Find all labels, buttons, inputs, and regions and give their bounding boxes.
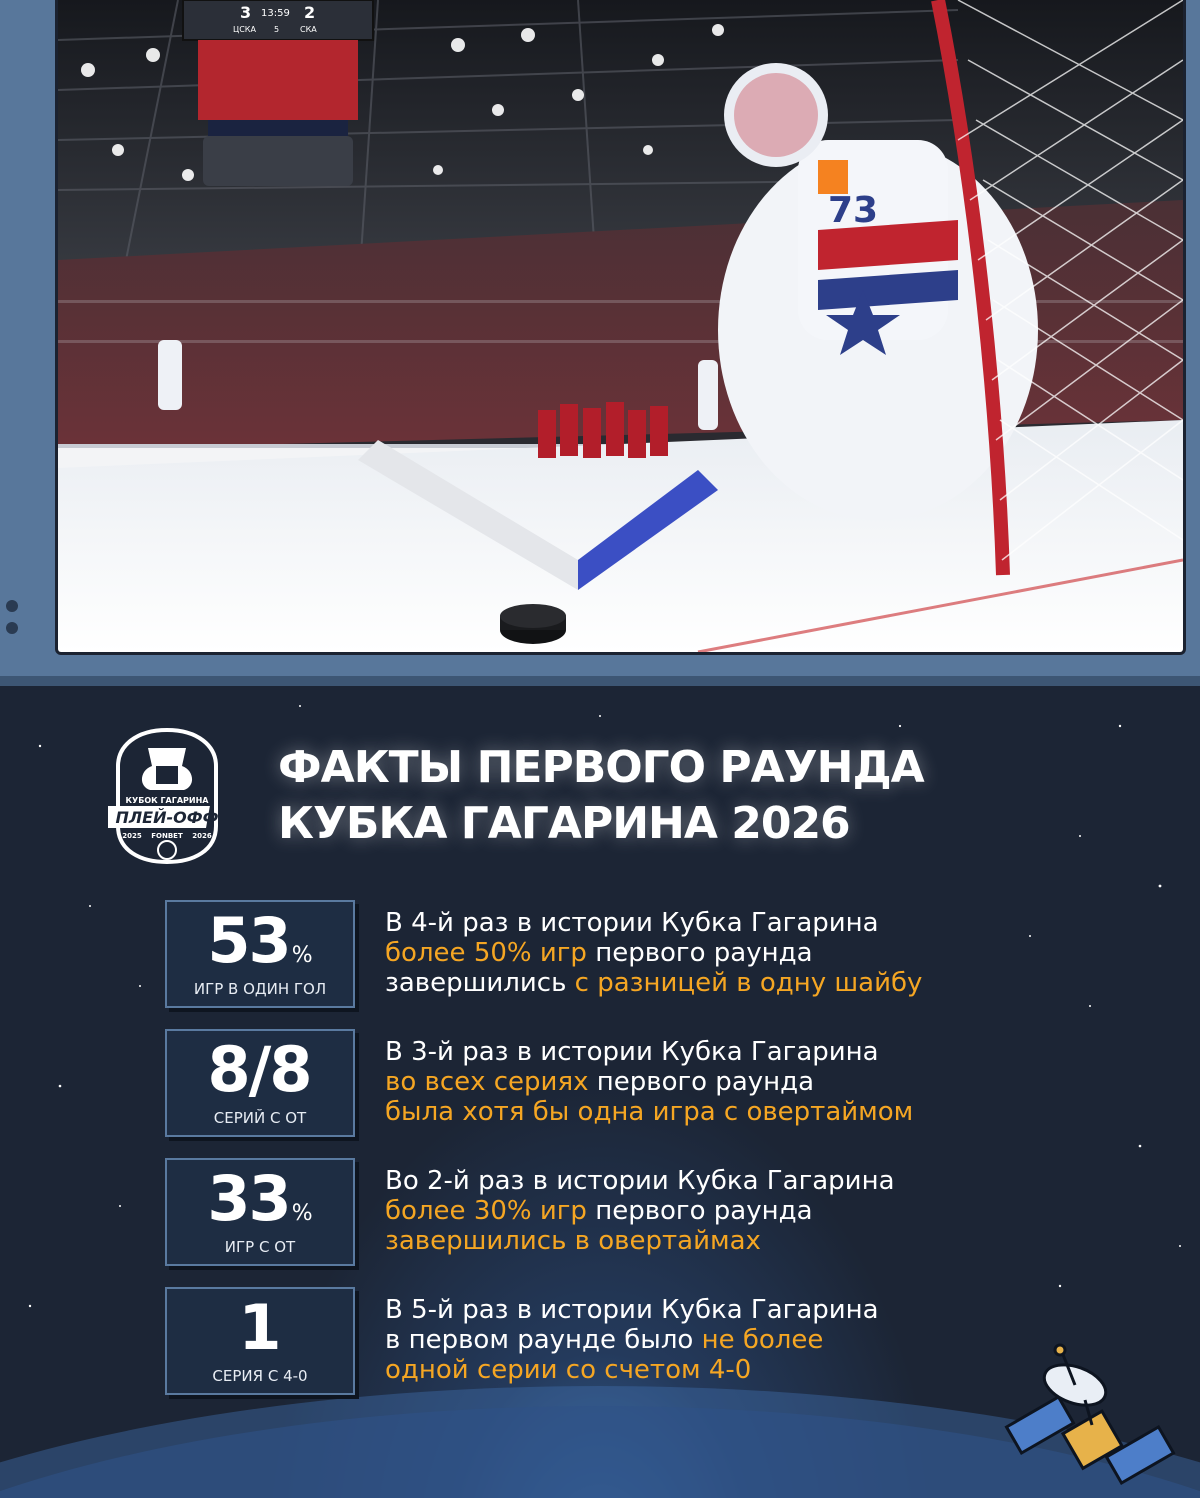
fact-label: ИГР С ОТ — [224, 1238, 296, 1256]
logo-year-right: 2026 — [192, 832, 212, 840]
scoreboard-home-score: 3 — [240, 3, 252, 22]
playoff-logo — [108, 726, 226, 866]
logo-text-main: ПЛЕЙ-ОФФ — [115, 808, 219, 827]
scoreboard-away-team: СКА — [300, 25, 317, 34]
fact-suffix: % — [291, 943, 313, 968]
fact-stat-box — [165, 1158, 355, 1266]
fact-description: В 3-й раз в истории Кубка Гагарина во всех сериях первого раунда была хотя бы одна игра с овертаймом — [385, 1037, 914, 1127]
fact-description: В 4-й раз в истории Кубка Гагарина более 50% игр первого раунда завершились с разницей в одну шайбу — [385, 908, 923, 998]
fact-description: В 5-й раз в истории Кубка Гагарина в первом раунде было не более одной серии со счетом 4-0 — [385, 1295, 879, 1385]
logo-text-top: КУБОК ГАГАРИНА — [125, 796, 209, 805]
scoreboard-away-score: 2 — [304, 3, 316, 22]
tv-frame-rim — [0, 676, 1200, 686]
page-title-line1: ФАКТЫ ПЕРВОГО РАУНДА — [278, 742, 924, 793]
fact-stat-box — [165, 1029, 355, 1137]
fact-label: ИГР В ОДИН ГОЛ — [193, 980, 327, 998]
satellite-icon — [1000, 1340, 1180, 1490]
scoreboard-period: 5 — [274, 25, 280, 34]
page-title — [278, 740, 924, 852]
hockey-photo — [55, 0, 1186, 655]
fact-description: Во 2-й раз в истории Кубка Гагарина более 30% игр первого раунда завершились в овертаймах — [385, 1166, 895, 1256]
fact-label: СЕРИЯ С 4-0 — [212, 1367, 308, 1385]
page-title-line2: КУБКА ГАГАРИНА 2026 — [278, 798, 850, 849]
fact-suffix: % — [291, 1201, 313, 1226]
fact-label: СЕРИЙ С ОТ — [213, 1109, 307, 1127]
player-number: 73 — [828, 190, 879, 231]
fact-value: 53% — [207, 904, 313, 977]
logo-sponsor: FONBET — [151, 832, 183, 840]
tv-frame-buttons — [6, 600, 18, 644]
logo-year-left: 2025 — [122, 832, 142, 840]
jumbotron — [183, 0, 373, 186]
tv-button-dot — [6, 622, 18, 634]
fact-value: 33% — [207, 1162, 313, 1235]
tv-button-dot — [6, 600, 18, 612]
scoreboard-home-team: ЦСКА — [233, 25, 256, 34]
fact-stat-box — [165, 900, 355, 1008]
fact-value: 1 — [238, 1291, 280, 1364]
tv-frame — [0, 0, 1200, 686]
fact-value: 8/8 — [207, 1033, 311, 1106]
scoreboard-time: 13:59 — [261, 8, 290, 19]
fact-stat-box — [165, 1287, 355, 1395]
